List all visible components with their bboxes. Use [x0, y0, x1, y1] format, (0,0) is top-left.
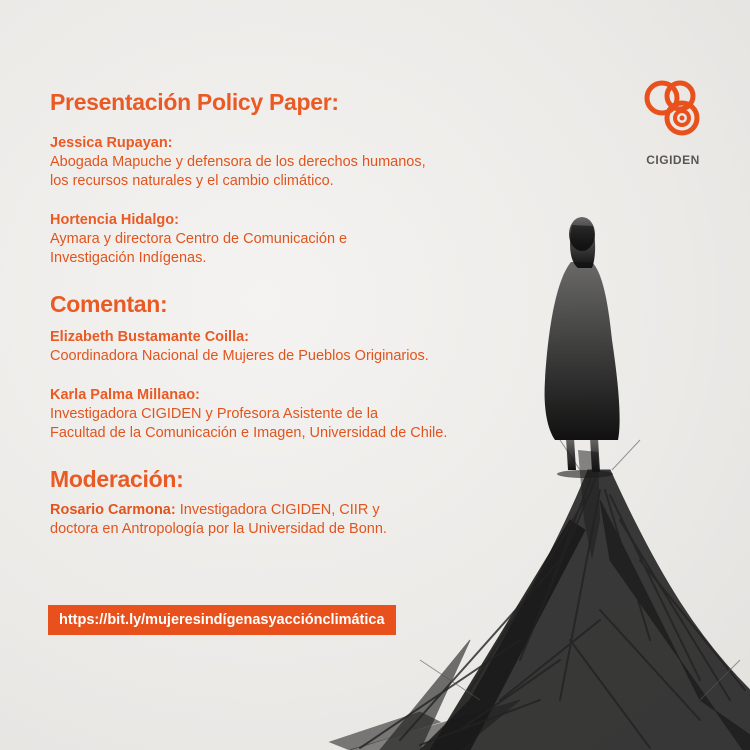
presenter-description-line: Abogada Mapuche y defensora de los derechos humanos,	[50, 154, 426, 170]
commentator-description-line: Facultad de la Comunicación e Imagen, Universidad de Chile.	[50, 425, 448, 441]
moderator-description: Investigadora CIGIDEN, CIIR y	[175, 502, 380, 518]
commentators-heading: Comentan:	[50, 291, 168, 317]
moderation-heading: Moderación:	[50, 466, 184, 492]
moderator-line	[50, 501, 510, 520]
commentator-name: Elizabeth Bustamante Coilla:	[50, 329, 250, 345]
moderator-description-line: doctora en Antropología por la Universidad de Bonn.	[50, 521, 387, 537]
presenter-description-line: los recursos naturales y el cambio climático.	[50, 173, 334, 189]
commentator-name: Karla Palma Millanao:	[50, 387, 200, 403]
commentator-description-line: Investigadora CIGIDEN y Profesora Asistente de la	[50, 406, 379, 422]
presenter-name: Hortencia Hidalgo:	[50, 212, 179, 228]
logo-text: CIGIDEN	[646, 153, 700, 167]
commentator-description-line: Coordinadora Nacional de Mujeres de Pueblos Originarios.	[50, 348, 429, 364]
registration-link[interactable]: https://bit.ly/mujeresindígenasyacciónclimática	[48, 605, 396, 635]
presentation-heading: Presentación Policy Paper:	[50, 89, 339, 115]
presenter-description-line: Aymara y directora Centro de Comunicación e	[50, 231, 348, 247]
presenter-name: Jessica Rupayan:	[50, 135, 173, 151]
cigiden-logo	[640, 74, 706, 167]
moderator-name: Rosario Carmona:	[50, 502, 176, 518]
cigiden-circles-icon	[642, 74, 704, 146]
presenter-description-line: Investigación Indígenas.	[50, 250, 207, 266]
poster-content	[50, 88, 510, 539]
